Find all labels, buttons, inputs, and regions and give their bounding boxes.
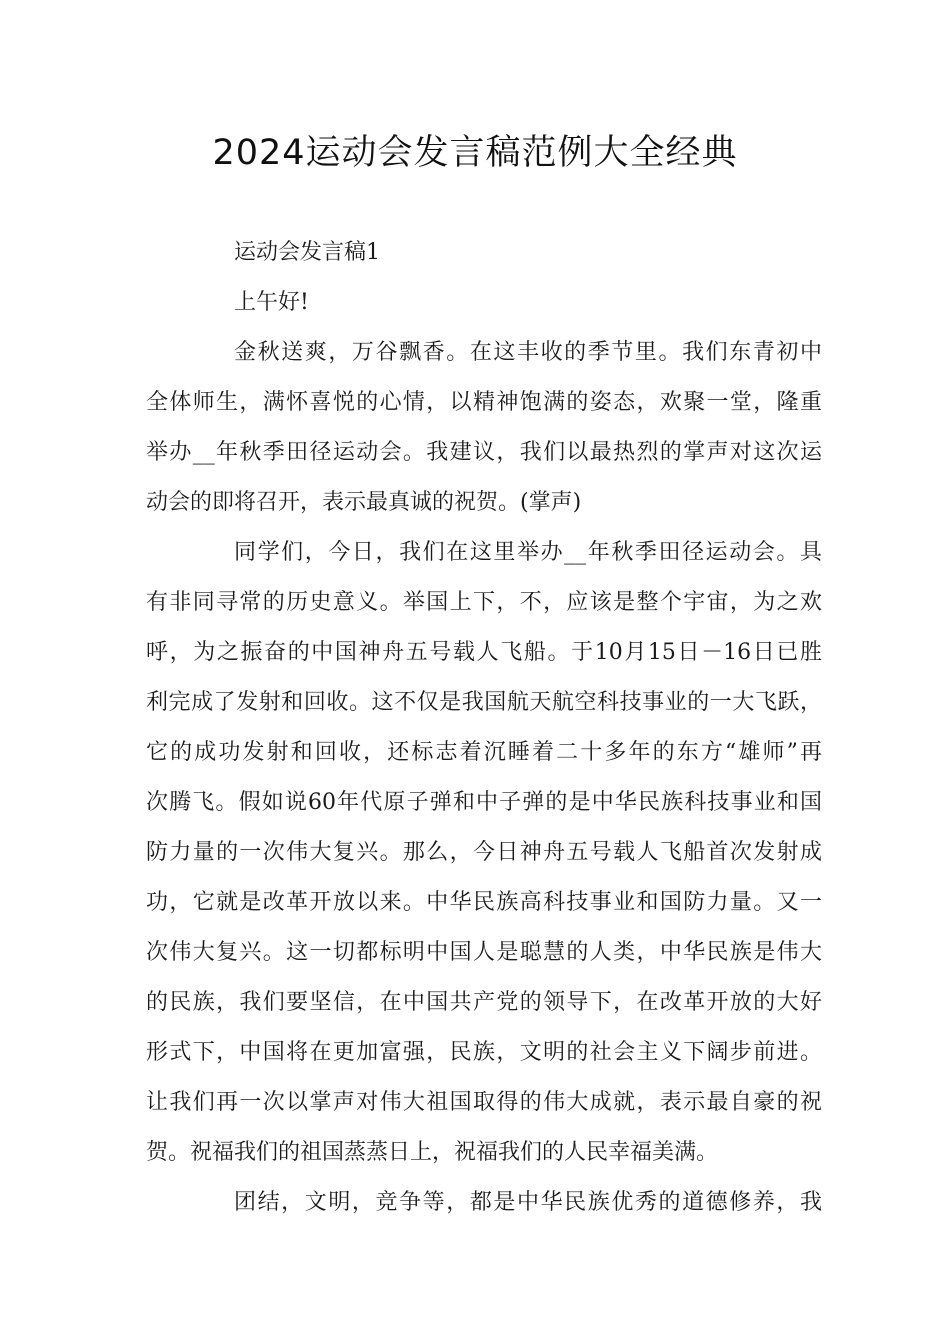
paragraph-line: 上午好! xyxy=(234,290,309,315)
paragraph-line: 举办__年秋季田径运动会。我建议，我们以最热烈的掌声对这次运 xyxy=(146,440,822,465)
paragraph-line: 形式下，中国将在更加富强，民族，文明的社会主义下阔步前进。 xyxy=(146,1040,822,1065)
paragraph-line: 贺。祝福我们的祖国蒸蒸日上，祝福我们的人民幸福美满。 xyxy=(146,1140,719,1165)
document-body xyxy=(146,228,822,1228)
paragraph-line: 运动会发言稿1 xyxy=(234,240,380,265)
paragraph-line: 团结，文明，竞争等，都是中华民族优秀的道德修养，我 xyxy=(234,1190,822,1215)
paragraph-line: 利完成了发射和回收。这不仅是我国航天航空科技事业的一大飞跃， xyxy=(146,690,822,715)
paragraph-line: 次伟大复兴。这一切都标明中国人是聪慧的人类，中华民族是伟大 xyxy=(146,940,822,965)
paragraph-line: 金秋送爽，万谷飘香。在这丰收的季节里。我们东青初中 xyxy=(234,340,822,365)
paragraph-line: 有非同寻常的历史意义。举国上下，不，应该是整个宇宙，为之欢 xyxy=(146,590,822,615)
document-title: 2024运动会发言稿范例大全经典 xyxy=(212,133,738,173)
paragraph-line: 的民族，我们要坚信，在中国共产党的领导下，在改革开放的大好 xyxy=(146,990,822,1015)
paragraph-line: 动会的即将召开，表示最真诚的祝贺。(掌声) xyxy=(146,490,582,515)
paragraph-line: 全体师生，满怀喜悦的心情，以精神饱满的姿态，欢聚一堂，隆重 xyxy=(146,390,822,415)
paragraph-line: 让我们再一次以掌声对伟大祖国取得的伟大成就，表示最自豪的祝 xyxy=(146,1090,822,1115)
paragraph-line: 呼，为之振奋的中国神舟五号载人飞船。于10月15日－16日已胜 xyxy=(146,640,822,665)
paragraph-line: 次腾飞。假如说60年代原子弹和中子弹的是中华民族科技事业和国 xyxy=(146,790,822,815)
paragraph-line: 它的成功发射和回收，还标志着沉睡着二十多年的东方“雄师”再 xyxy=(146,740,822,765)
paragraph-line: 功，它就是改革开放以来。中华民族高科技事业和国防力量。又一 xyxy=(146,890,822,915)
paragraph-line: 防力量的一次伟大复兴。那么，今日神舟五号载人飞船首次发射成 xyxy=(146,840,822,865)
paragraph-line: 同学们，今日，我们在这里举办__年秋季田径运动会。具 xyxy=(234,540,822,565)
